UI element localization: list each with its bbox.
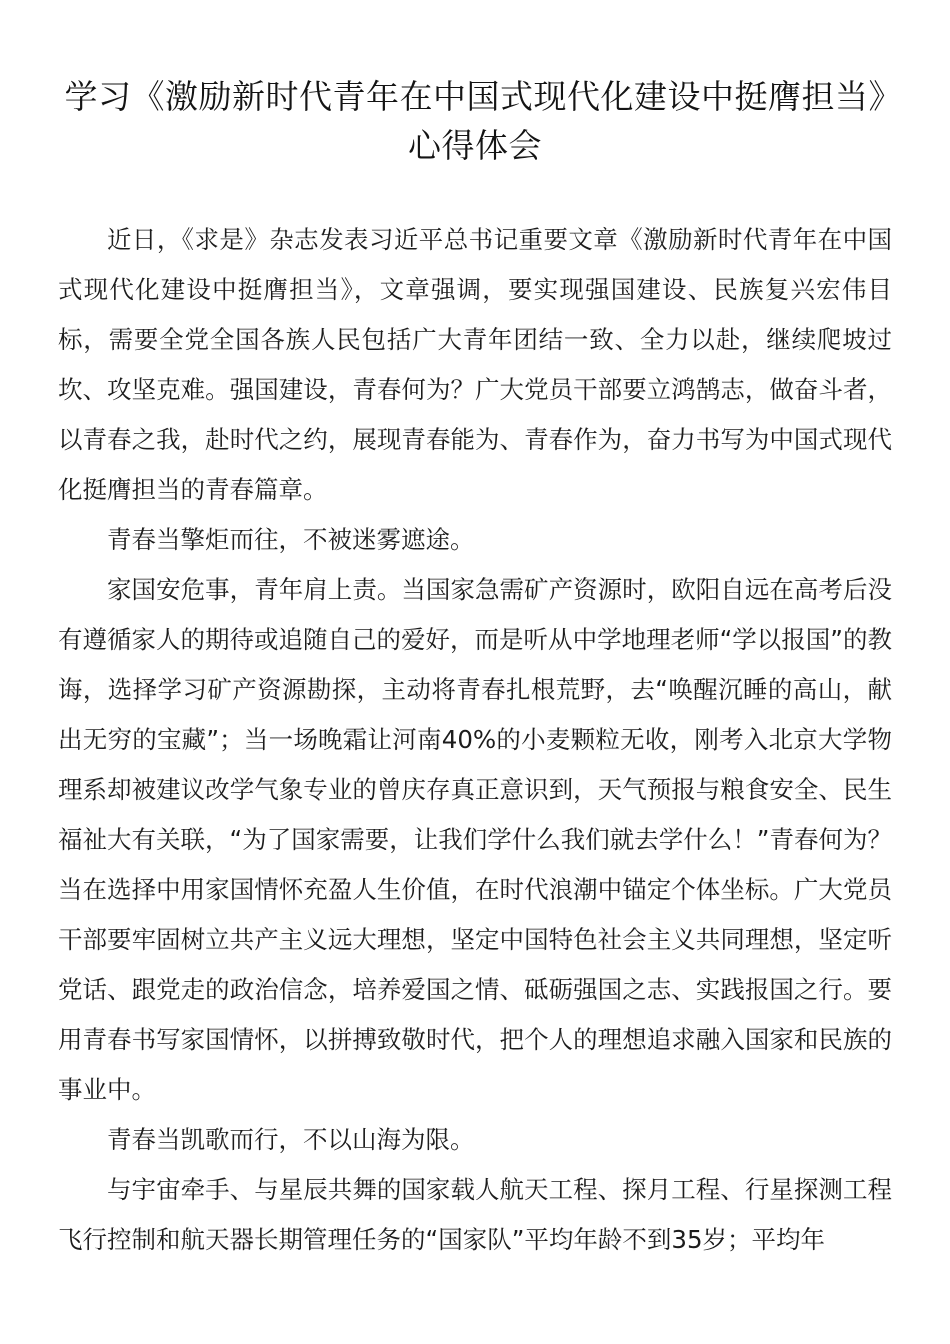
paragraph-section-1: 家国安危事，青年肩上责。当国家急需矿产资源时，欧阳自远在高考后没有遵循家人的期待或追随自己的爱好，而是听从中学地理老师“学以报国”的教诲，选择学习矿产资源勘探，主动将青春扎根荒野，去“唤醒沉睡的高山，献出无穷的宝藏”；当一场晚霜让河南40%的小麦颗粒无收，刚考入北京大学物理系却被建议改学气象专业的曾庆存真正意识到，天气预报与粮食安全、民生福祉大有关联，“为了国家需要，让我们学什么我们就去学什么！”青春何为？当在选择中用家国情怀充盈人生价值，在时代浪潮中锚定个体坐标。广大党员干部要牢固树立共产主义远大理想，坚定中国特色社会主义共同理想，坚定听党话、跟党走的政治信念，培养爱国之情、砥砺强国之志、实践报国之行。要用青春书写家国情怀，以拼搏致敬时代，把个人的理想追求融入国家和民族的事业中。: [58, 575, 892, 1104]
paragraph-section-2: 与宇宙牵手、与星辰共舞的国家载人航天工程、探月工程、行星探测工程飞行控制和航天器长期管理任务的“国家队”平均年龄不到35岁；平均年: [58, 1175, 892, 1254]
paragraph-intro: 近日，《求是》杂志发表习近平总书记重要文章《激励新时代青年在中国式现代化建设中挺膺担当》，文章强调，要实现强国建设、民族复兴宏伟目标，需要全党全国各族人民包括广大青年团结一致、全力以赴，继续爬坡过坎、攻坚克难。强国建设，青春何为？广大党员干部要立鸿鹄志，做奋斗者，以青春之我，赴时代之约，展现青春能为、青春作为，奋力书写为中国式现代化挺膺担当的青春篇章。: [58, 225, 892, 504]
document-title: 学习《激励新时代青年在中国式现代化建设中挺膺担当》心得体会: [64, 77, 886, 165]
document-body: [58, 215, 892, 1265]
paragraph-heading-2: 青春当凯歌而行，不以山海为限。: [107, 1125, 475, 1154]
paragraph-heading-1: 青春当擎炬而往，不被迷雾遮途。: [107, 525, 475, 554]
